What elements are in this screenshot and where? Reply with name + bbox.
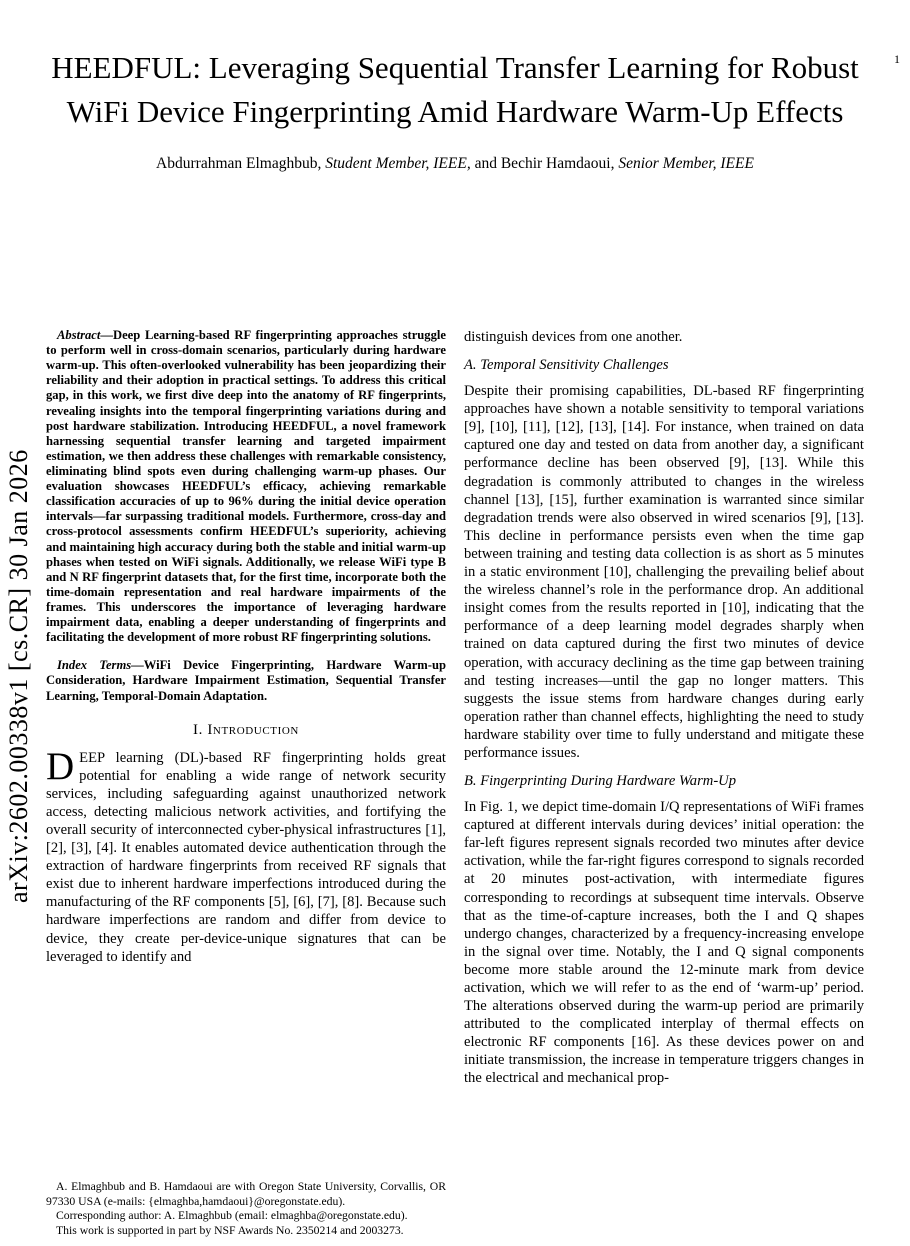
abstract-label: Abstract <box>57 328 101 342</box>
footnote-funding: This work is supported in part by NSF Awards No. 2350214 and 2003273. <box>56 1223 404 1237</box>
subsection-heading-a: A. Temporal Sensitivity Challenges <box>464 357 669 374</box>
footnote-affiliation: A. Elmaghbub and B. Hamdaoui are with Oregon State University, Corvallis, OR 97330 USA (e-mails: {elmaghba,hamdaoui}@oregonstate.edu). <box>46 1180 446 1208</box>
section-heading-introduction: I. Introduction <box>193 721 299 738</box>
continuation-paragraph: distinguish devices from one another. <box>464 329 683 345</box>
column-right <box>464 328 864 1238</box>
introduction-paragraph <box>46 744 446 966</box>
author-role-2: Senior Member, IEEE <box>618 154 754 172</box>
index-terms-text: —WiFi Device Fingerprinting, Hardware Warm-up Consideration, Hardware Impairment Estimation, Sequential Transfer Learning, Temporal-Domain Adaptation. <box>46 658 446 703</box>
paragraph-temporal-sensitivity: Despite their promising capabilities, DL-based RF fingerprinting approaches have shown a notable sensitivity to temporal variations [9], [10], [11], [12], [13], [14]. For instance, when trained on data captured one day and tested on data from another day, a significant performance decline has been observed [9], [13]. While this degradation is commonly attributed to changes in the wireless channel [13], [15], further examination is warranted since similar degradation trends were also observed in wired scenarios [9], [13]. This decline in performance persists even when the time gap between training and testing data collection is as short as 5 minutes in a static environment [10], challenging the prevailing belief about the wireless channel’s role in the performance drop. An additional insight comes from the results reported in [10], indicating that the performance of a deep learning model degrades sharply when trained on data captured during the first two minutes of device operation, with accuracy declining as the time gap between training and testing increases—until the gap no longer matters. This suggests the issue stems from hardware changes during early operation rather than channel effects, highlighting the need to study hardware stability over time to fully understand and mitigate these performance issues. <box>464 383 864 761</box>
index-terms-label: Index Terms <box>57 658 132 673</box>
author-line <box>0 155 910 173</box>
page-number: 1 <box>894 52 900 66</box>
author-name-1: Abdurrahman Elmaghbub, <box>156 154 326 172</box>
introduction-text: EEP learning (DL)-based RF fingerprinting holds great potential for enabling a wide range of network security services, including safeguarding against unauthorized network access, detecting malicious network activities, and fortifying the overall security of interconnected cyber-physical infrastructures [1], [2], [3], [4]. It enables automated device authentication through the extraction of hardware fingerprints from received RF signals that exist due to inherent hardware imperfections introduced during the manufacturing of the RF components [5], [6], [7], [8]. Because such hardware imperfections are random and differ from device to device, they create per-device-unique signatures that can be leveraged to identify and <box>46 749 446 965</box>
author-conjunction: and Bechir Hamdaoui, <box>470 154 619 172</box>
dropcap-letter: D <box>46 744 75 788</box>
arxiv-watermark: arXiv:2602.00338v1 [cs.CR] 30 Jan 2026 <box>4 449 33 903</box>
abstract-paragraph <box>46 328 446 645</box>
index-terms-paragraph <box>46 658 446 703</box>
footnote-corresponding-author: Corresponding author: A. Elmaghbub (email: elmaghba@oregonstate.edu). <box>56 1209 408 1222</box>
two-column-body <box>46 328 864 1238</box>
author-role-1: Student Member, IEEE, <box>325 154 471 172</box>
paragraph-hardware-warmup: In Fig. 1, we depict time-domain I/Q representations of WiFi frames captured at different intervals during devices’ initial operation: the far-left figures represent signals recorded two minutes after device activation, while the far-right figures correspond to signals recorded at 20 minutes post-activation, with intermediate figures corresponding to recordings at subsequent time intervals. Observe that as the time-of-capture increases, both the I and Q shapes undergo changes, characterized by a frequency-increasing envelope in the signal over time. Notably, the I and Q signal components become more stable around the 12-minute mark from device activation, which we will refer to as the end of ‘warm-up’ period. The alterations observed during the warm-up period are primarily attributed to the complicated interplay of thermal effects on electronic RF components [16]. As these devices power on and initiate transmission, the increase in temperature triggers changes in the electrical and mechanical prop- <box>464 799 864 1087</box>
subsection-heading-b: B. Fingerprinting During Hardware Warm-Up <box>464 773 737 790</box>
abstract-text: —Deep Learning-based RF fingerprinting approaches struggle to perform well in cross-domain scenarios, particularly during hardware warm-up. This often-overlooked vulnerability has been jeopardizing their reliability and their adoption in practical settings. To address this critical gap, in this work, we first dive deep into the anatomy of RF fingerprints, revealing insights into the temporal fingerprinting variations during and post hardware stabilization. Introducing HEEDFUL, a novel framework harnessing sequential transfer learning and targeted impairment estimation, we then address these challenges with remarkable consistency, eliminating blind spots even during challenging warm-up phases. Our evaluation showcases HEEDFUL’s efficacy, achieving remarkable classification accuracies of up to 96% during the initial device operation intervals—far surpassing traditional models. Furthermore, cross-day and cross-protocol assessments confirm HEEDFUL’s superiority, achieving and maintaining high accuracy during both the stable and initial warm-up phases when tested on WiFi signals. Additionally, we release WiFi type B and N RF fingerprint datasets that, for the first time, incorporate both the time-domain representation and real hardware impairments of the frames. This underscores the importance of leveraging hardware impairment data, enabling a deeper understanding of fingerprints and facilitating the development of more robust RF fingerprinting solutions. <box>46 328 446 645</box>
paper-title: HEEDFUL: Leveraging Sequential Transfer Learning for Robust WiFi Device Fingerprinting Amid Hardware Warm-Up Effects <box>51 50 859 130</box>
column-left <box>46 328 446 1238</box>
footnote-block <box>46 1180 446 1238</box>
